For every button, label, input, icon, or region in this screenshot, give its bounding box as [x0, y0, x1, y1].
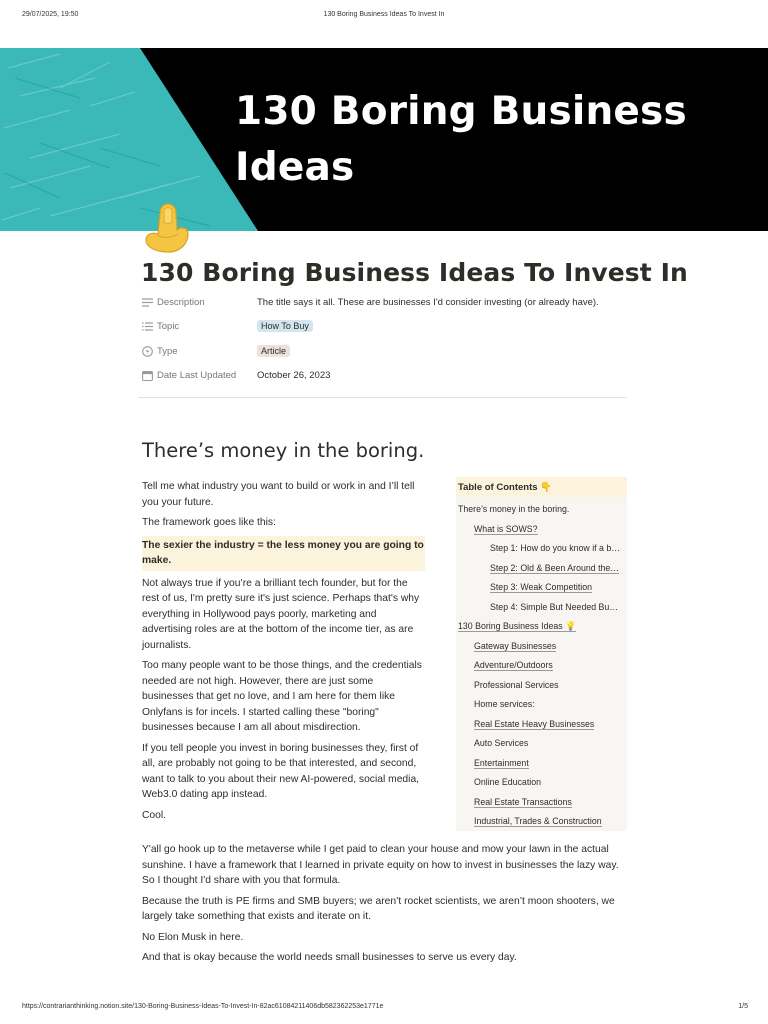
toc-item-label: Adventure/Outdoors [474, 660, 553, 670]
cover-image [0, 48, 768, 231]
paragraph: Cool. [142, 809, 167, 821]
toc-item-label: Online Education [474, 777, 541, 787]
page-title: 130 Boring Business Ideas To Invest In [141, 258, 688, 287]
toc-item-label: Step 1: How do you know if a b… [490, 543, 621, 553]
property-topic [142, 316, 627, 336]
type-tag[interactable]: Article [257, 345, 290, 357]
property-key [142, 365, 236, 385]
section-heading: There’s money in the boring. [142, 439, 425, 462]
highlight-callout: The sexier the industry = the less money you are going to make. [142, 536, 425, 571]
property-value: The title says it all. These are businesses I'd consider investing (or already have). [257, 296, 599, 308]
paragraph: Too many people want to be those things, and the credentials needed are not high. However, there are just some businesses that get no love, and I am here for them like Onlyfans is for incels. I started calling these "boring" businesses because I am all about misdirection. [142, 660, 422, 733]
table-of-contents [456, 477, 627, 831]
print-url: https://contrarianthinking.notion.site/130-Boring-Business-Ideas-To-Invest-In-82ac61084211406db582362253e1771e [22, 1003, 384, 1010]
toc-item[interactable] [474, 737, 528, 750]
toc-item-label: Industrial, Trades & Construction [474, 816, 602, 826]
toc-header [456, 477, 627, 497]
toc-item-label: Real Estate Transactions [474, 796, 572, 807]
paragraph: Y'all go hook up to the metaverse while I get paid to clean your house and mow your lawn in the actual sunshine. I have a framework that I learned in private equity on how to invest in businesses the lazy way. So I thought I'd share with you that formula. [142, 844, 619, 886]
property-value: October 26, 2023 [257, 369, 331, 381]
cover-title [235, 84, 768, 196]
paragraph: Because the truth is PE firms and SMB buyers; we aren’t rocket scientists, we aren’t moon shooters, we largely take something that exists and iterate on it. [142, 895, 615, 922]
property-date [142, 365, 627, 385]
toc-item-label: Professional Services [474, 679, 559, 690]
toc-item[interactable] [474, 523, 538, 536]
property-key-label: Topic [157, 320, 180, 332]
toc-item-label: Home services: [474, 699, 535, 709]
paragraph: Tell me what industry you want to build or work in and I’ll tell you your future. [142, 481, 415, 508]
print-date: 29/07/2025, 19:50 [22, 11, 79, 18]
list-icon [142, 321, 153, 332]
pointing-down-icon: 👇 [540, 481, 553, 493]
toc-item[interactable] [474, 757, 529, 770]
toc-item-label: Step 4: Simple But Needed Bu… [490, 601, 619, 612]
property-key [142, 341, 178, 361]
toc-item[interactable] [458, 620, 576, 633]
toc-item[interactable] [490, 562, 619, 575]
toc-item-label: There’s money in the boring. [458, 504, 570, 514]
paragraph: Not always true if you’re a brilliant tech founder, but for the rest of us, I'm pretty sure it's just science. Perhaps that's why everything in Hollywood pays poorly, marketing and advertising roles are at the bottom of the income tier, as are journalists. [142, 577, 420, 651]
paragraph: The framework goes like this: [142, 517, 276, 528]
topic-tag[interactable]: How To Buy [257, 320, 313, 332]
toc-item-label: Entertainment [474, 757, 529, 768]
pinched-fingers-icon [142, 200, 194, 256]
toc-item[interactable] [474, 640, 556, 653]
circle-chevron-icon [142, 346, 153, 357]
property-description [142, 292, 627, 312]
toc-item-label: Gateway Businesses [474, 640, 557, 651]
divider [138, 397, 627, 398]
toc-item[interactable] [474, 718, 594, 731]
print-title: 130 Boring Business Ideas To Invest In [323, 11, 445, 18]
toc-item-label: Real Estate Heavy Businesses [474, 718, 595, 729]
paragraph: And that is okay because the world needs small businesses to serve us every day. [142, 952, 517, 963]
toc-item-label: 130 Boring Business Ideas 💡 [458, 621, 577, 631]
property-key-label: Description [157, 296, 205, 308]
toc-item[interactable] [490, 542, 620, 555]
toc-title: Table of Contents [458, 481, 538, 493]
paragraph: No Elon Musk in here. [142, 931, 244, 943]
property-type [142, 341, 627, 361]
toc-item-label: Step 3: Weak Competition [490, 582, 593, 592]
toc-item[interactable] [474, 776, 541, 789]
lines-icon [142, 297, 153, 308]
toc-item[interactable] [474, 698, 535, 711]
page-number: 1/5 [738, 1003, 748, 1010]
toc-item-label: Step 2: Old & Been Around the… [490, 562, 620, 573]
property-key [142, 292, 205, 312]
toc-item[interactable] [490, 601, 618, 614]
calendar-icon [142, 370, 153, 381]
toc-item[interactable] [474, 796, 572, 809]
property-key-label: Type [157, 345, 178, 357]
cover-title-text: 130 Boring Business Ideas [235, 89, 687, 190]
toc-item[interactable] [474, 659, 553, 672]
toc-item-label: What is SOWS? [474, 523, 538, 534]
toc-item[interactable] [474, 679, 559, 692]
paragraph: If you tell people you invest in boring businesses they, first of all, are probably not going to be that interested, and second, want to talk to you about their new AI-powered, social media, Web3.0 dating app instead. [142, 742, 420, 800]
intro-text [142, 479, 425, 828]
toc-item-label: Auto Services [474, 738, 529, 748]
toc-item[interactable] [474, 815, 602, 828]
toc-item[interactable] [490, 581, 592, 594]
property-key [142, 316, 179, 336]
toc-item[interactable] [458, 503, 569, 516]
property-key-label: Date Last Updated [157, 369, 237, 381]
body-text [142, 842, 627, 971]
